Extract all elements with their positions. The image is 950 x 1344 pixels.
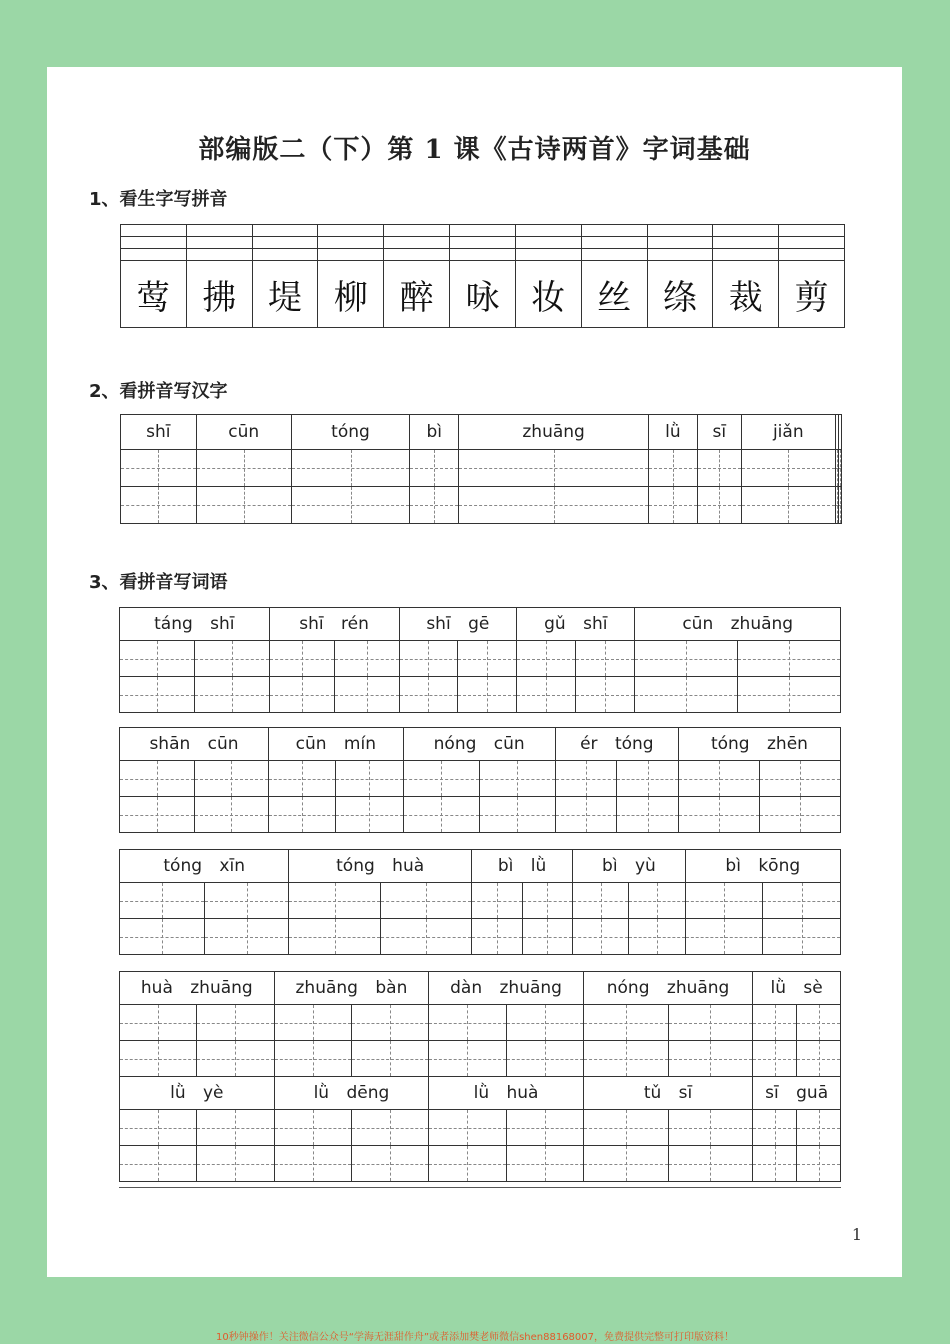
word-pinyin: gǔ shī <box>517 608 635 641</box>
pinyin-cell: tóng <box>291 415 409 450</box>
writing-box[interactable] <box>797 1110 840 1145</box>
divider <box>119 1187 841 1188</box>
writing-box[interactable] <box>335 641 399 676</box>
word-pinyin: shī gē <box>399 608 517 641</box>
writing-box[interactable] <box>573 919 628 954</box>
writing-box[interactable] <box>275 1005 351 1040</box>
writing-box[interactable] <box>410 487 458 523</box>
writing-box[interactable] <box>352 1005 428 1040</box>
word-pinyin: tǔ sī <box>583 1077 752 1110</box>
section1-heading: 1、看生字写拼音 <box>89 189 228 210</box>
promo-note: 10秒钟操作！关注微信公众号“学海无涯甜作舟”或者添加樊老师微信shen88168007，免费提供完整可打印版资料！ <box>215 1332 735 1343</box>
writing-box[interactable] <box>352 1146 428 1181</box>
writing-box[interactable] <box>753 1110 796 1145</box>
writing-box[interactable] <box>429 1005 505 1040</box>
writing-box[interactable] <box>195 797 269 832</box>
word-pinyin: táng shī <box>120 608 270 641</box>
writing-box[interactable] <box>797 1146 840 1181</box>
section2-table <box>120 414 842 524</box>
writing-box[interactable] <box>120 1110 196 1145</box>
writing-box[interactable] <box>669 1041 753 1076</box>
page-number: 1 <box>851 1225 862 1244</box>
writing-box[interactable] <box>679 761 759 796</box>
writing-box[interactable] <box>205 883 289 918</box>
pinyin-cell: jiǎn <box>741 415 835 450</box>
word-pinyin: huà zhuāng <box>120 972 275 1005</box>
writing-box[interactable] <box>381 883 471 918</box>
writing-box[interactable] <box>400 677 458 712</box>
writing-box[interactable] <box>275 1146 351 1181</box>
writing-box[interactable] <box>121 487 196 523</box>
char-cell: 拂 <box>186 261 252 328</box>
writing-box[interactable] <box>742 450 835 486</box>
writing-box[interactable] <box>336 797 402 832</box>
pinyin-cell: sī <box>698 415 742 450</box>
word-pinyin: ér tóng <box>555 728 678 761</box>
word-pinyin: lǜ sè <box>753 972 841 1005</box>
writing-box[interactable] <box>120 919 204 954</box>
writing-box[interactable] <box>523 919 573 954</box>
writing-box[interactable] <box>197 1005 273 1040</box>
pinyin-cell <box>838 415 841 450</box>
writing-box[interactable] <box>270 677 334 712</box>
writing-box[interactable] <box>458 677 516 712</box>
writing-box[interactable] <box>649 487 697 523</box>
word-pinyin: shī rén <box>269 608 399 641</box>
writing-box[interactable] <box>839 487 841 523</box>
writing-box[interactable] <box>120 1005 196 1040</box>
char-cell: 裁 <box>713 261 779 328</box>
writing-box[interactable] <box>458 641 516 676</box>
writing-box[interactable] <box>410 450 458 486</box>
writing-box[interactable] <box>517 677 575 712</box>
writing-box[interactable] <box>584 1041 668 1076</box>
writing-box[interactable] <box>669 1110 753 1145</box>
writing-box[interactable] <box>336 761 402 796</box>
writing-box[interactable] <box>270 641 334 676</box>
writing-box[interactable] <box>120 1041 196 1076</box>
word-block <box>119 849 841 955</box>
writing-box[interactable] <box>797 1005 840 1040</box>
writing-box[interactable] <box>629 919 684 954</box>
writing-box[interactable] <box>507 1041 583 1076</box>
writing-box[interactable] <box>459 487 647 523</box>
writing-box[interactable] <box>404 761 479 796</box>
word-pinyin: nóng cūn <box>403 728 555 761</box>
word-block <box>119 971 841 1182</box>
writing-box[interactable] <box>429 1146 505 1181</box>
writing-box[interactable] <box>472 883 522 918</box>
word-pinyin: tóng huà <box>289 850 472 883</box>
writing-box[interactable] <box>404 797 479 832</box>
word-pinyin: cūn mín <box>269 728 404 761</box>
pinyin-cell: cūn <box>196 415 291 450</box>
pinyin-cell: zhuāng <box>459 415 648 450</box>
char-cell: 丝 <box>581 261 647 328</box>
word-pinyin: shān cūn <box>120 728 269 761</box>
word-pinyin: bì kōng <box>685 850 840 883</box>
writing-box[interactable] <box>269 797 335 832</box>
pinyin-cell: lǜ <box>648 415 697 450</box>
writing-box[interactable] <box>573 883 628 918</box>
writing-box[interactable] <box>352 1110 428 1145</box>
writing-box[interactable] <box>763 919 840 954</box>
writing-box[interactable] <box>195 761 269 796</box>
word-pinyin: lǜ huà <box>429 1077 584 1110</box>
writing-box[interactable] <box>517 641 575 676</box>
char-cell: 绦 <box>647 261 713 328</box>
writing-box[interactable] <box>797 1041 840 1076</box>
char-cell: 妆 <box>515 261 581 328</box>
writing-box[interactable] <box>197 487 291 523</box>
writing-box[interactable] <box>195 641 269 676</box>
writing-box[interactable] <box>120 761 194 796</box>
writing-box[interactable] <box>742 487 835 523</box>
char-cell: 剪 <box>779 261 845 328</box>
writing-box[interactable] <box>289 919 379 954</box>
writing-box[interactable] <box>576 641 634 676</box>
writing-box[interactable] <box>584 1146 668 1181</box>
word-pinyin: dàn zhuāng <box>429 972 584 1005</box>
writing-box[interactable] <box>576 677 634 712</box>
writing-box[interactable] <box>760 797 840 832</box>
writing-box[interactable] <box>629 883 684 918</box>
writing-box[interactable] <box>429 1110 505 1145</box>
writing-box[interactable] <box>400 641 458 676</box>
writing-box[interactable] <box>197 1146 273 1181</box>
writing-box[interactable] <box>335 677 399 712</box>
writing-box[interactable] <box>738 677 840 712</box>
writing-box[interactable] <box>459 450 647 486</box>
writing-box[interactable] <box>556 797 617 832</box>
writing-box[interactable] <box>269 761 335 796</box>
pinyin-cell: shī <box>121 415 197 450</box>
writing-box[interactable] <box>584 1005 668 1040</box>
char-cell: 咏 <box>450 261 516 328</box>
word-pinyin: tóng xīn <box>120 850 289 883</box>
writing-box[interactable] <box>275 1110 351 1145</box>
writing-box[interactable] <box>120 677 194 712</box>
word-pinyin: lǜ yè <box>120 1077 275 1110</box>
writing-box[interactable] <box>197 1041 273 1076</box>
writing-box[interactable] <box>120 1146 196 1181</box>
writing-box[interactable] <box>197 1110 273 1145</box>
writing-box[interactable] <box>275 1041 351 1076</box>
writing-box[interactable] <box>649 450 697 486</box>
writing-box[interactable] <box>617 761 678 796</box>
writing-box[interactable] <box>381 919 471 954</box>
writing-box[interactable] <box>120 883 204 918</box>
writing-box[interactable] <box>472 919 522 954</box>
writing-box[interactable] <box>698 450 741 486</box>
pinyin-cell: bì <box>410 415 459 450</box>
writing-box[interactable] <box>686 883 763 918</box>
writing-box[interactable] <box>507 1146 583 1181</box>
writing-box[interactable] <box>292 450 409 486</box>
writing-box[interactable] <box>763 883 840 918</box>
writing-box[interactable] <box>121 450 196 486</box>
writing-box[interactable] <box>753 1146 796 1181</box>
writing-box[interactable] <box>669 1146 753 1181</box>
word-pinyin: bì lǜ <box>471 850 572 883</box>
writing-box[interactable] <box>120 641 194 676</box>
section1-table <box>120 224 845 328</box>
char-cell: 堤 <box>252 261 318 328</box>
word-pinyin: bì yù <box>573 850 685 883</box>
writing-box[interactable] <box>669 1005 753 1040</box>
writing-box[interactable] <box>635 641 737 676</box>
char-cell: 醉 <box>384 261 450 328</box>
writing-box[interactable] <box>556 761 617 796</box>
writing-box[interactable] <box>205 919 289 954</box>
writing-box[interactable] <box>635 677 737 712</box>
writing-box[interactable] <box>839 450 841 486</box>
word-pinyin: cūn zhuāng <box>635 608 841 641</box>
writing-box[interactable] <box>429 1041 505 1076</box>
word-pinyin: nóng zhuāng <box>583 972 752 1005</box>
writing-box[interactable] <box>753 1005 796 1040</box>
writing-box[interactable] <box>289 883 379 918</box>
word-pinyin: zhuāng bàn <box>274 972 429 1005</box>
writing-box[interactable] <box>352 1041 428 1076</box>
word-pinyin: sī guā <box>753 1077 841 1110</box>
writing-box[interactable] <box>507 1110 583 1145</box>
writing-box[interactable] <box>197 450 291 486</box>
writing-box[interactable] <box>617 797 678 832</box>
writing-box[interactable] <box>480 761 555 796</box>
word-block <box>119 727 841 833</box>
section2-heading: 2、看拼音写汉字 <box>89 381 228 402</box>
char-cell: 莺 <box>121 261 187 328</box>
writing-box[interactable] <box>686 919 763 954</box>
writing-box[interactable] <box>120 797 194 832</box>
writing-box[interactable] <box>760 761 840 796</box>
writing-box[interactable] <box>753 1041 796 1076</box>
writing-box[interactable] <box>523 883 573 918</box>
writing-box[interactable] <box>480 797 555 832</box>
word-pinyin: lǜ dēng <box>274 1077 429 1110</box>
writing-box[interactable] <box>292 487 409 523</box>
writing-box[interactable] <box>507 1005 583 1040</box>
word-block <box>119 607 841 713</box>
writing-box[interactable] <box>584 1110 668 1145</box>
page-title: 部编版二（下）第 1 课《古诗两首》字词基础 <box>198 135 751 165</box>
word-pinyin: tóng zhēn <box>678 728 840 761</box>
writing-box[interactable] <box>679 797 759 832</box>
writing-box[interactable] <box>738 641 840 676</box>
writing-box[interactable] <box>195 677 269 712</box>
section3-heading: 3、看拼音写词语 <box>89 572 228 593</box>
char-cell: 柳 <box>318 261 384 328</box>
worksheet-page <box>47 67 902 1277</box>
writing-box[interactable] <box>698 487 741 523</box>
